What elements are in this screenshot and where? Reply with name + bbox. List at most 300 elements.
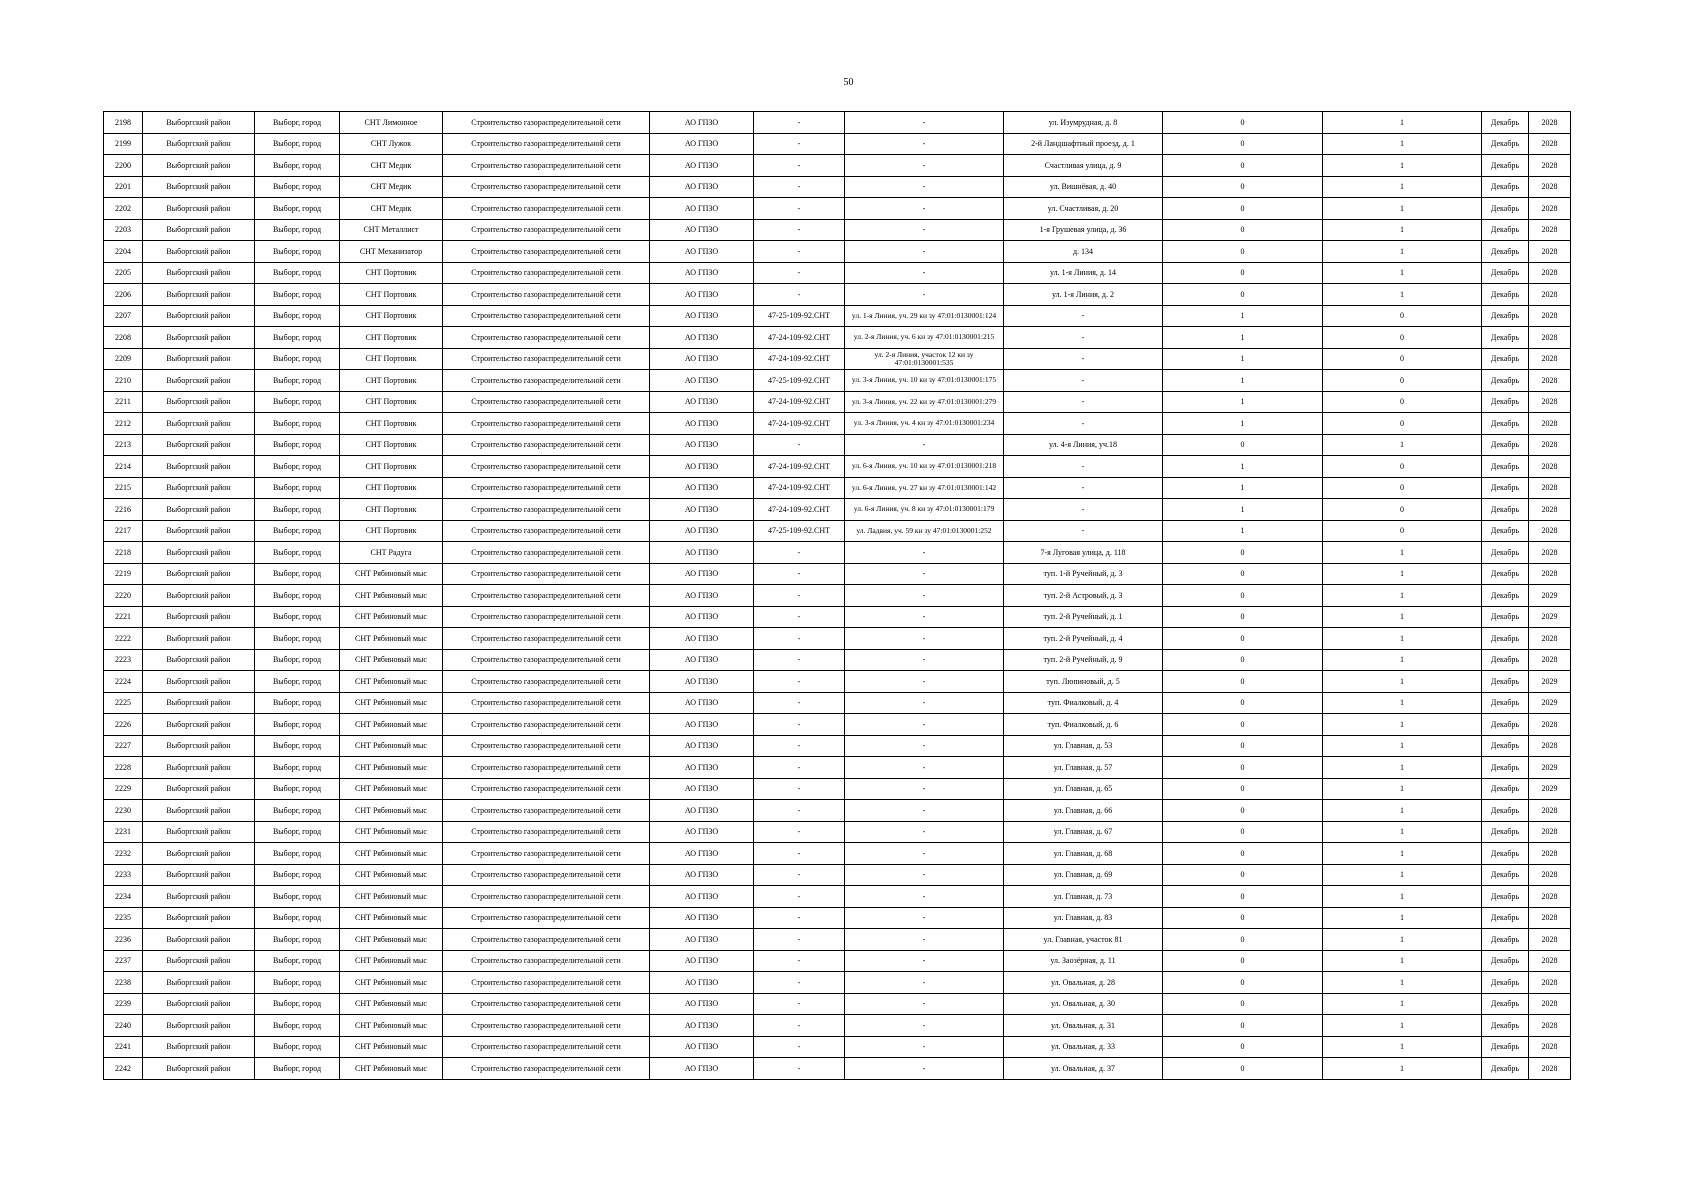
count-b-cell: 1 xyxy=(1323,262,1482,284)
month-cell: Декабрь xyxy=(1482,219,1529,241)
address-cell: туп. Фиалковый, д. 4 xyxy=(1004,692,1163,714)
row-number-cell: 2203 xyxy=(104,219,143,241)
plan-code-cell: - xyxy=(754,563,845,585)
count-a-cell: 0 xyxy=(1163,262,1323,284)
count-a-cell: 0 xyxy=(1163,972,1323,994)
count-b-cell: 1 xyxy=(1323,757,1482,779)
row-number-cell: 2231 xyxy=(104,821,143,843)
settlement-cell: Выборг, город xyxy=(255,563,340,585)
work-type-cell: Строительство газораспределительной сети xyxy=(443,649,650,671)
table-row xyxy=(104,800,1571,822)
count-b-cell: 0 xyxy=(1323,370,1482,392)
count-a-cell: 0 xyxy=(1163,950,1323,972)
settlement-cell: Выборг, город xyxy=(255,155,340,177)
settlement-cell: Выборг, город xyxy=(255,972,340,994)
work-type-cell: Строительство газораспределительной сети xyxy=(443,585,650,607)
organization-cell: АО ГПЗО xyxy=(650,477,754,499)
district-cell: Выборгский район xyxy=(143,499,255,521)
count-b-cell: 0 xyxy=(1323,348,1482,370)
district-cell: Выборгский район xyxy=(143,864,255,886)
table-row xyxy=(104,692,1571,714)
address-cell: ул. Главная, д. 73 xyxy=(1004,886,1163,908)
count-b-cell: 1 xyxy=(1323,972,1482,994)
cadastral-cell: - xyxy=(845,864,1004,886)
organization-cell: АО ГПЗО xyxy=(650,198,754,220)
district-cell: Выборгский район xyxy=(143,843,255,865)
address-cell: ул. Главная, д. 57 xyxy=(1004,757,1163,779)
table-row xyxy=(104,1015,1571,1037)
plan-code-cell: - xyxy=(754,649,845,671)
month-cell: Декабрь xyxy=(1482,843,1529,865)
snt-name-cell: СНТ Портовик xyxy=(340,434,443,456)
address-cell: - xyxy=(1004,456,1163,478)
count-a-cell: 0 xyxy=(1163,155,1323,177)
year-cell: 2028 xyxy=(1529,714,1571,736)
address-cell: ул. 4-я Линия, уч.18 xyxy=(1004,434,1163,456)
district-cell: Выборгский район xyxy=(143,714,255,736)
plan-code-cell: - xyxy=(754,133,845,155)
count-a-cell: 0 xyxy=(1163,714,1323,736)
month-cell: Декабрь xyxy=(1482,176,1529,198)
month-cell: Декабрь xyxy=(1482,456,1529,478)
district-cell: Выборгский район xyxy=(143,993,255,1015)
cadastral-cell: - xyxy=(845,735,1004,757)
organization-cell: АО ГПЗО xyxy=(650,499,754,521)
month-cell: Декабрь xyxy=(1482,327,1529,349)
cadastral-cell: ул. 3-я Линия, уч. 22 кн зу 47:01:0130001:279 xyxy=(845,391,1004,413)
work-type-cell: Строительство газораспределительной сети xyxy=(443,628,650,650)
row-number-cell: 2236 xyxy=(104,929,143,951)
row-number-cell: 2218 xyxy=(104,542,143,564)
row-number-cell: 2202 xyxy=(104,198,143,220)
table-row xyxy=(104,757,1571,779)
address-cell: - xyxy=(1004,305,1163,327)
district-cell: Выборгский район xyxy=(143,972,255,994)
organization-cell: АО ГПЗО xyxy=(650,391,754,413)
month-cell: Декабрь xyxy=(1482,585,1529,607)
settlement-cell: Выборг, город xyxy=(255,477,340,499)
organization-cell: АО ГПЗО xyxy=(650,907,754,929)
cadastral-cell: - xyxy=(845,993,1004,1015)
count-b-cell: 1 xyxy=(1323,821,1482,843)
table-row xyxy=(104,821,1571,843)
district-cell: Выборгский район xyxy=(143,1058,255,1080)
snt-name-cell: СНТ Рябиновый мыс xyxy=(340,800,443,822)
count-b-cell: 1 xyxy=(1323,133,1482,155)
settlement-cell: Выборг, город xyxy=(255,348,340,370)
count-a-cell: 0 xyxy=(1163,198,1323,220)
row-number-cell: 2199 xyxy=(104,133,143,155)
count-a-cell: 1 xyxy=(1163,456,1323,478)
address-cell: туп. Люпиновый, д. 5 xyxy=(1004,671,1163,693)
organization-cell: АО ГПЗО xyxy=(650,628,754,650)
work-type-cell: Строительство газораспределительной сети xyxy=(443,198,650,220)
row-number-cell: 2211 xyxy=(104,391,143,413)
table-row xyxy=(104,886,1571,908)
plan-code-cell: - xyxy=(754,585,845,607)
table-row xyxy=(104,671,1571,693)
row-number-cell: 2216 xyxy=(104,499,143,521)
settlement-cell: Выборг, город xyxy=(255,413,340,435)
month-cell: Декабрь xyxy=(1482,606,1529,628)
organization-cell: АО ГПЗО xyxy=(650,1058,754,1080)
cadastral-cell: - xyxy=(845,907,1004,929)
snt-name-cell: СНТ Портовик xyxy=(340,305,443,327)
snt-name-cell: СНТ Портовик xyxy=(340,284,443,306)
snt-name-cell: СНТ Медик xyxy=(340,198,443,220)
snt-name-cell: СНТ Рябиновый мыс xyxy=(340,907,443,929)
plan-code-cell: - xyxy=(754,714,845,736)
month-cell: Декабрь xyxy=(1482,757,1529,779)
district-cell: Выборгский район xyxy=(143,950,255,972)
count-b-cell: 0 xyxy=(1323,327,1482,349)
settlement-cell: Выборг, город xyxy=(255,305,340,327)
month-cell: Декабрь xyxy=(1482,499,1529,521)
plan-code-cell: - xyxy=(754,800,845,822)
snt-name-cell: СНТ Портовик xyxy=(340,413,443,435)
organization-cell: АО ГПЗО xyxy=(650,757,754,779)
table-row xyxy=(104,262,1571,284)
address-cell: ул. 1-я Линия, д. 2 xyxy=(1004,284,1163,306)
count-b-cell: 0 xyxy=(1323,413,1482,435)
count-a-cell: 1 xyxy=(1163,520,1323,542)
table-row xyxy=(104,176,1571,198)
snt-name-cell: СНТ Портовик xyxy=(340,348,443,370)
year-cell: 2028 xyxy=(1529,993,1571,1015)
month-cell: Декабрь xyxy=(1482,563,1529,585)
table-row xyxy=(104,198,1571,220)
snt-name-cell: СНТ Рябиновый мыс xyxy=(340,649,443,671)
district-cell: Выборгский район xyxy=(143,649,255,671)
settlement-cell: Выборг, город xyxy=(255,1036,340,1058)
year-cell: 2029 xyxy=(1529,585,1571,607)
year-cell: 2028 xyxy=(1529,262,1571,284)
organization-cell: АО ГПЗО xyxy=(650,155,754,177)
year-cell: 2028 xyxy=(1529,628,1571,650)
snt-name-cell: СНТ Рябиновый мыс xyxy=(340,585,443,607)
organization-cell: АО ГПЗО xyxy=(650,671,754,693)
count-a-cell: 0 xyxy=(1163,241,1323,263)
organization-cell: АО ГПЗО xyxy=(650,692,754,714)
cadastral-cell: - xyxy=(845,1058,1004,1080)
district-cell: Выборгский район xyxy=(143,155,255,177)
count-a-cell: 0 xyxy=(1163,219,1323,241)
settlement-cell: Выборг, город xyxy=(255,993,340,1015)
snt-name-cell: СНТ Рябиновый мыс xyxy=(340,1015,443,1037)
year-cell: 2028 xyxy=(1529,241,1571,263)
count-b-cell: 1 xyxy=(1323,112,1482,134)
address-cell: туп. 2-й Ручейный, д. 9 xyxy=(1004,649,1163,671)
year-cell: 2028 xyxy=(1529,520,1571,542)
count-a-cell: 1 xyxy=(1163,370,1323,392)
row-number-cell: 2223 xyxy=(104,649,143,671)
row-number-cell: 2205 xyxy=(104,262,143,284)
organization-cell: АО ГПЗО xyxy=(650,585,754,607)
plan-code-cell: - xyxy=(754,864,845,886)
address-cell: ул. Главная, д. 66 xyxy=(1004,800,1163,822)
count-a-cell: 0 xyxy=(1163,133,1323,155)
row-number-cell: 2239 xyxy=(104,993,143,1015)
count-b-cell: 0 xyxy=(1323,305,1482,327)
organization-cell: АО ГПЗО xyxy=(650,284,754,306)
snt-name-cell: СНТ Портовик xyxy=(340,262,443,284)
address-cell: туп. 2-й Астровый, д. 3 xyxy=(1004,585,1163,607)
count-b-cell: 0 xyxy=(1323,499,1482,521)
plan-code-cell: - xyxy=(754,972,845,994)
organization-cell: АО ГПЗО xyxy=(650,649,754,671)
snt-name-cell: СНТ Рябиновый мыс xyxy=(340,1058,443,1080)
settlement-cell: Выборг, город xyxy=(255,800,340,822)
table-row xyxy=(104,305,1571,327)
year-cell: 2028 xyxy=(1529,649,1571,671)
count-b-cell: 1 xyxy=(1323,198,1482,220)
table-row xyxy=(104,606,1571,628)
count-b-cell: 1 xyxy=(1323,692,1482,714)
work-type-cell: Строительство газораспределительной сети xyxy=(443,800,650,822)
count-a-cell: 1 xyxy=(1163,348,1323,370)
month-cell: Декабрь xyxy=(1482,198,1529,220)
count-b-cell: 1 xyxy=(1323,886,1482,908)
work-type-cell: Строительство газораспределительной сети xyxy=(443,563,650,585)
count-a-cell: 0 xyxy=(1163,1015,1323,1037)
address-cell: - xyxy=(1004,348,1163,370)
organization-cell: АО ГПЗО xyxy=(650,800,754,822)
year-cell: 2028 xyxy=(1529,112,1571,134)
work-type-cell: Строительство газораспределительной сети xyxy=(443,950,650,972)
cadastral-cell: - xyxy=(845,950,1004,972)
plan-code-cell: 47-24-109-92.СНТ xyxy=(754,477,845,499)
organization-cell: АО ГПЗО xyxy=(650,413,754,435)
year-cell: 2028 xyxy=(1529,477,1571,499)
district-cell: Выборгский район xyxy=(143,112,255,134)
gas-network-registry-table xyxy=(103,111,1571,1080)
plan-code-cell: - xyxy=(754,284,845,306)
snt-name-cell: СНТ Рябиновый мыс xyxy=(340,735,443,757)
year-cell: 2028 xyxy=(1529,370,1571,392)
address-cell: ул. Главная, д. 68 xyxy=(1004,843,1163,865)
cadastral-cell: - xyxy=(845,198,1004,220)
district-cell: Выборгский район xyxy=(143,370,255,392)
table-row xyxy=(104,843,1571,865)
snt-name-cell: СНТ Рябиновый мыс xyxy=(340,778,443,800)
settlement-cell: Выборг, город xyxy=(255,1058,340,1080)
row-number-cell: 2204 xyxy=(104,241,143,263)
year-cell: 2028 xyxy=(1529,1036,1571,1058)
count-a-cell: 0 xyxy=(1163,284,1323,306)
work-type-cell: Строительство газораспределительной сети xyxy=(443,370,650,392)
cadastral-cell: - xyxy=(845,176,1004,198)
month-cell: Декабрь xyxy=(1482,112,1529,134)
count-a-cell: 0 xyxy=(1163,671,1323,693)
settlement-cell: Выборг, город xyxy=(255,606,340,628)
snt-name-cell: СНТ Портовик xyxy=(340,391,443,413)
address-cell: - xyxy=(1004,499,1163,521)
table-row xyxy=(104,628,1571,650)
plan-code-cell: - xyxy=(754,929,845,951)
address-cell: - xyxy=(1004,520,1163,542)
count-a-cell: 1 xyxy=(1163,477,1323,499)
row-number-cell: 2238 xyxy=(104,972,143,994)
cadastral-cell: - xyxy=(845,972,1004,994)
cadastral-cell: ул. 3-я Линия, уч. 4 кн зу 47:01:0130001:234 xyxy=(845,413,1004,435)
district-cell: Выборгский район xyxy=(143,1036,255,1058)
row-number-cell: 2208 xyxy=(104,327,143,349)
table-row xyxy=(104,1036,1571,1058)
organization-cell: АО ГПЗО xyxy=(650,241,754,263)
address-cell: ул. Овальная, д. 28 xyxy=(1004,972,1163,994)
settlement-cell: Выборг, город xyxy=(255,1015,340,1037)
snt-name-cell: СНТ Рябиновый мыс xyxy=(340,1036,443,1058)
district-cell: Выборгский район xyxy=(143,929,255,951)
count-b-cell: 1 xyxy=(1323,843,1482,865)
snt-name-cell: СНТ Рябиновый мыс xyxy=(340,757,443,779)
count-a-cell: 1 xyxy=(1163,499,1323,521)
work-type-cell: Строительство газораспределительной сети xyxy=(443,821,650,843)
count-a-cell: 0 xyxy=(1163,864,1323,886)
work-type-cell: Строительство газораспределительной сети xyxy=(443,972,650,994)
row-number-cell: 2214 xyxy=(104,456,143,478)
settlement-cell: Выборг, город xyxy=(255,864,340,886)
table-row xyxy=(104,370,1571,392)
month-cell: Декабрь xyxy=(1482,692,1529,714)
year-cell: 2028 xyxy=(1529,735,1571,757)
table-row xyxy=(104,477,1571,499)
address-cell: ул. Заозёрная, д. 11 xyxy=(1004,950,1163,972)
table-row xyxy=(104,241,1571,263)
snt-name-cell: СНТ Рябиновый мыс xyxy=(340,563,443,585)
year-cell: 2028 xyxy=(1529,972,1571,994)
cadastral-cell: - xyxy=(845,1036,1004,1058)
settlement-cell: Выборг, город xyxy=(255,198,340,220)
table-row xyxy=(104,434,1571,456)
work-type-cell: Строительство газораспределительной сети xyxy=(443,1015,650,1037)
year-cell: 2028 xyxy=(1529,413,1571,435)
snt-name-cell: СНТ Портовик xyxy=(340,370,443,392)
year-cell: 2028 xyxy=(1529,800,1571,822)
district-cell: Выборгский район xyxy=(143,671,255,693)
cadastral-cell: ул. 3-я Линия, уч. 10 кн зу 47:01:0130001:175 xyxy=(845,370,1004,392)
snt-name-cell: СНТ Рябиновый мыс xyxy=(340,821,443,843)
count-b-cell: 1 xyxy=(1323,649,1482,671)
work-type-cell: Строительство газораспределительной сети xyxy=(443,757,650,779)
count-a-cell: 0 xyxy=(1163,1058,1323,1080)
work-type-cell: Строительство газораспределительной сети xyxy=(443,1036,650,1058)
settlement-cell: Выборг, город xyxy=(255,692,340,714)
month-cell: Декабрь xyxy=(1482,520,1529,542)
plan-code-cell: 47-25-109-92.СНТ xyxy=(754,520,845,542)
table-row xyxy=(104,907,1571,929)
settlement-cell: Выборг, город xyxy=(255,585,340,607)
work-type-cell: Строительство газораспределительной сети xyxy=(443,284,650,306)
row-number-cell: 2201 xyxy=(104,176,143,198)
month-cell: Декабрь xyxy=(1482,907,1529,929)
month-cell: Декабрь xyxy=(1482,348,1529,370)
table-row xyxy=(104,778,1571,800)
cadastral-cell: - xyxy=(845,1015,1004,1037)
plan-code-cell: - xyxy=(754,219,845,241)
work-type-cell: Строительство газораспределительной сети xyxy=(443,1058,650,1080)
settlement-cell: Выборг, город xyxy=(255,950,340,972)
plan-code-cell: - xyxy=(754,241,845,263)
settlement-cell: Выборг, город xyxy=(255,735,340,757)
count-b-cell: 1 xyxy=(1323,219,1482,241)
plan-code-cell: - xyxy=(754,155,845,177)
cadastral-cell: - xyxy=(845,843,1004,865)
count-b-cell: 1 xyxy=(1323,735,1482,757)
district-cell: Выборгский район xyxy=(143,778,255,800)
cadastral-cell: - xyxy=(845,284,1004,306)
address-cell: ул. Главная, д. 65 xyxy=(1004,778,1163,800)
table-row xyxy=(104,284,1571,306)
district-cell: Выборгский район xyxy=(143,800,255,822)
snt-name-cell: СНТ Рябиновый мыс xyxy=(340,628,443,650)
district-cell: Выборгский район xyxy=(143,198,255,220)
count-a-cell: 0 xyxy=(1163,628,1323,650)
cadastral-cell: - xyxy=(845,628,1004,650)
address-cell: ул. Главная, д. 53 xyxy=(1004,735,1163,757)
plan-code-cell: - xyxy=(754,821,845,843)
plan-code-cell: - xyxy=(754,671,845,693)
work-type-cell: Строительство газораспределительной сети xyxy=(443,241,650,263)
settlement-cell: Выборг, город xyxy=(255,649,340,671)
count-b-cell: 1 xyxy=(1323,800,1482,822)
settlement-cell: Выборг, город xyxy=(255,520,340,542)
table-row xyxy=(104,972,1571,994)
work-type-cell: Строительство газораспределительной сети xyxy=(443,886,650,908)
year-cell: 2028 xyxy=(1529,929,1571,951)
work-type-cell: Строительство газораспределительной сети xyxy=(443,348,650,370)
cadastral-cell: - xyxy=(845,262,1004,284)
address-cell: ул. Главная, участок 81 xyxy=(1004,929,1163,951)
year-cell: 2028 xyxy=(1529,843,1571,865)
row-number-cell: 2222 xyxy=(104,628,143,650)
work-type-cell: Строительство газораспределительной сети xyxy=(443,413,650,435)
row-number-cell: 2224 xyxy=(104,671,143,693)
snt-name-cell: СНТ Портовик xyxy=(340,456,443,478)
address-cell: ул. Вишнёвая, д. 40 xyxy=(1004,176,1163,198)
count-b-cell: 1 xyxy=(1323,1058,1482,1080)
month-cell: Декабрь xyxy=(1482,370,1529,392)
year-cell: 2028 xyxy=(1529,133,1571,155)
count-b-cell: 1 xyxy=(1323,176,1482,198)
address-cell: 1-я Грушевая улица, д. 36 xyxy=(1004,219,1163,241)
work-type-cell: Строительство газораспределительной сети xyxy=(443,542,650,564)
count-b-cell: 1 xyxy=(1323,864,1482,886)
month-cell: Декабрь xyxy=(1482,305,1529,327)
organization-cell: АО ГПЗО xyxy=(650,434,754,456)
row-number-cell: 2215 xyxy=(104,477,143,499)
plan-code-cell: - xyxy=(754,692,845,714)
address-cell: Счастливая улица, д. 9 xyxy=(1004,155,1163,177)
row-number-cell: 2226 xyxy=(104,714,143,736)
cadastral-cell: - xyxy=(845,542,1004,564)
plan-code-cell: 47-24-109-92.СНТ xyxy=(754,413,845,435)
table-row xyxy=(104,348,1571,370)
settlement-cell: Выборг, город xyxy=(255,262,340,284)
count-b-cell: 1 xyxy=(1323,1036,1482,1058)
work-type-cell: Строительство газораспределительной сети xyxy=(443,993,650,1015)
work-type-cell: Строительство газораспределительной сети xyxy=(443,714,650,736)
address-cell: ул. Овальная, д. 33 xyxy=(1004,1036,1163,1058)
count-b-cell: 0 xyxy=(1323,520,1482,542)
district-cell: Выборгский район xyxy=(143,284,255,306)
organization-cell: АО ГПЗО xyxy=(650,950,754,972)
cadastral-cell: - xyxy=(845,757,1004,779)
plan-code-cell: - xyxy=(754,757,845,779)
count-b-cell: 1 xyxy=(1323,606,1482,628)
table-row xyxy=(104,1058,1571,1080)
count-a-cell: 0 xyxy=(1163,929,1323,951)
